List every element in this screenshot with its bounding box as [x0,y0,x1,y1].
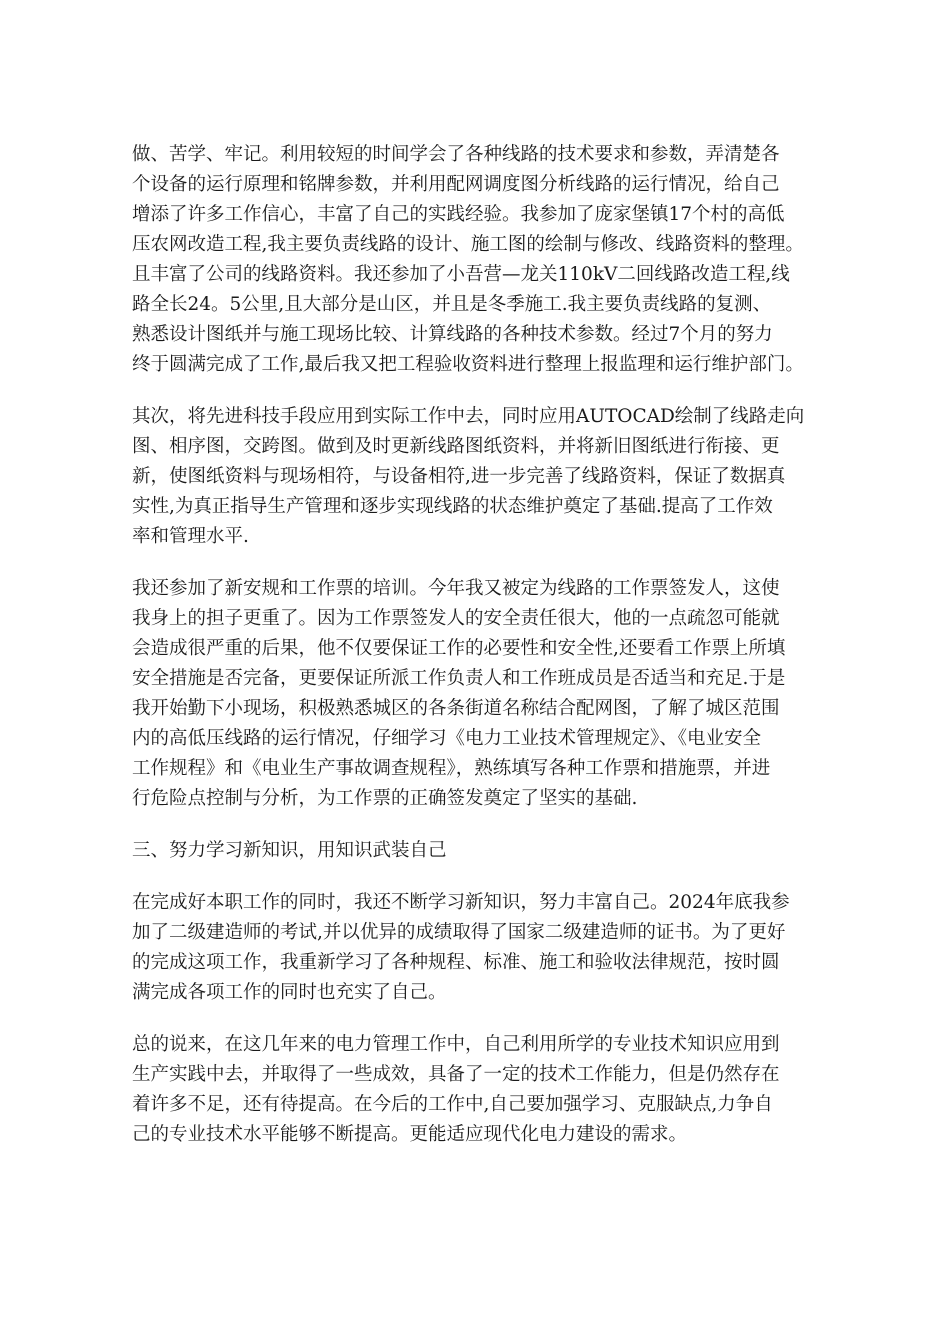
text-line: 我身上的担子更重了。因为工作票签发人的安全责任很大，他的一点疏忽可能就 [132,608,780,629]
paragraph-learning [132,888,822,1008]
text-line: 我还参加了新安规和工作票的培训。今年我又被定为线路的工作票签发人，这使 [132,578,780,599]
text-line: 在完成好本职工作的同时，我还不断学习新知识，努力丰富自己。2024年底我参 [132,892,790,913]
text-line: 总的说来，在这几年来的电力管理工作中，自己利用所学的专业技术知识应用到 [132,1034,780,1055]
text-line: 的完成这项工作，我重新学习了各种规程、标准、施工和验收法律规范，按时圆 [132,952,780,973]
document-body [132,140,822,1172]
section-heading-text: 三、努力学习新知识，用知识武装自己 [132,840,447,861]
text-line: 增添了许多工作信心，丰富了自己的实践经验。我参加了庞家堡镇17个村的高低 [132,204,785,225]
text-line: 终于圆满完成了工作,最后我又把工程验收资料进行整理上报监理和运行维护部门。 [132,354,804,375]
text-line: 我开始勤下小现场，积极熟悉城区的各条街道名称结合配网图，了解了城区范围 [132,698,780,719]
text-line: 路全长24。5公里,且大部分是山区，并且是冬季施工.我主要负责线路的复测、 [132,294,772,315]
section-heading [132,836,822,866]
text-line: 新，使图纸资料与现场相符，与设备相符,进一步完善了线路资料，保证了数据真 [132,466,786,487]
paragraph-training [132,574,822,814]
text-line: 己的专业技术水平能够不断提高。更能适应现代化电力建设的需求。 [132,1124,688,1145]
text-line: 个设备的运行原理和铭牌参数，并利用配网调度图分析线路的运行情况，给自己 [132,174,780,195]
text-line: 行危险点控制与分析，为工作票的正确签发奠定了坚实的基础. [132,788,638,809]
text-line: 实性,为真正指导生产管理和逐步实现线路的状态维护奠定了基础.提高了工作效 [132,496,773,517]
text-line: 图、相序图，交跨图。做到及时更新线路图纸资料，并将新旧图纸进行衔接、更 [132,436,780,457]
text-line: 加了二级建造师的考试,并以优异的成绩取得了国家二级建造师的证书。为了更好 [132,922,786,943]
text-line: 压农网改造工程,我主要负责线路的设计、施工图的绘制与修改、线路资料的整理。 [132,234,804,255]
text-line: 熟悉设计图纸并与施工现场比较、计算线路的各种技术参数。经过7个月的努力 [132,324,773,345]
text-line: 安全措施是否完备，更要保证所派工作负责人和工作班成员是否适当和充足.于是 [132,668,786,689]
text-line: 率和管理水平. [132,526,249,547]
text-line: 着许多不足，还有待提高。在今后的工作中,自己要加强学习、克服缺点,力争自 [132,1094,773,1115]
text-line: 内的高低压线路的运行情况，仔细学习《电力工业技术管理规定》、《电业安全 [132,728,762,749]
paragraph-summary [132,1030,822,1150]
paragraph-work-experience [132,140,822,380]
text-line: 满完成各项工作的同时也充实了自己。 [132,982,447,1003]
text-line: 做、苦学、牢记。利用较短的时间学会了各种线路的技术要求和参数，弄清楚各 [132,144,780,165]
text-line: 会造成很严重的后果，他不仅要保证工作的必要性和安全性,还要看工作票上所填 [132,638,786,659]
paragraph-technology [132,402,822,552]
text-line: 生产实践中去，并取得了一些成效，具备了一定的技术工作能力，但是仍然存在 [132,1064,780,1085]
text-line: 且丰富了公司的线路资料。我还参加了小吾营—龙关110kV二回线路改造工程,线 [132,264,790,285]
text-line: 其次，将先进科技手段应用到实际工作中去，同时应用AUTOCAD绘制了线路走向 [132,406,805,427]
text-line: 工作规程》和《电业生产事故调查规程》，熟练填写各种工作票和措施票，并进 [132,758,771,779]
